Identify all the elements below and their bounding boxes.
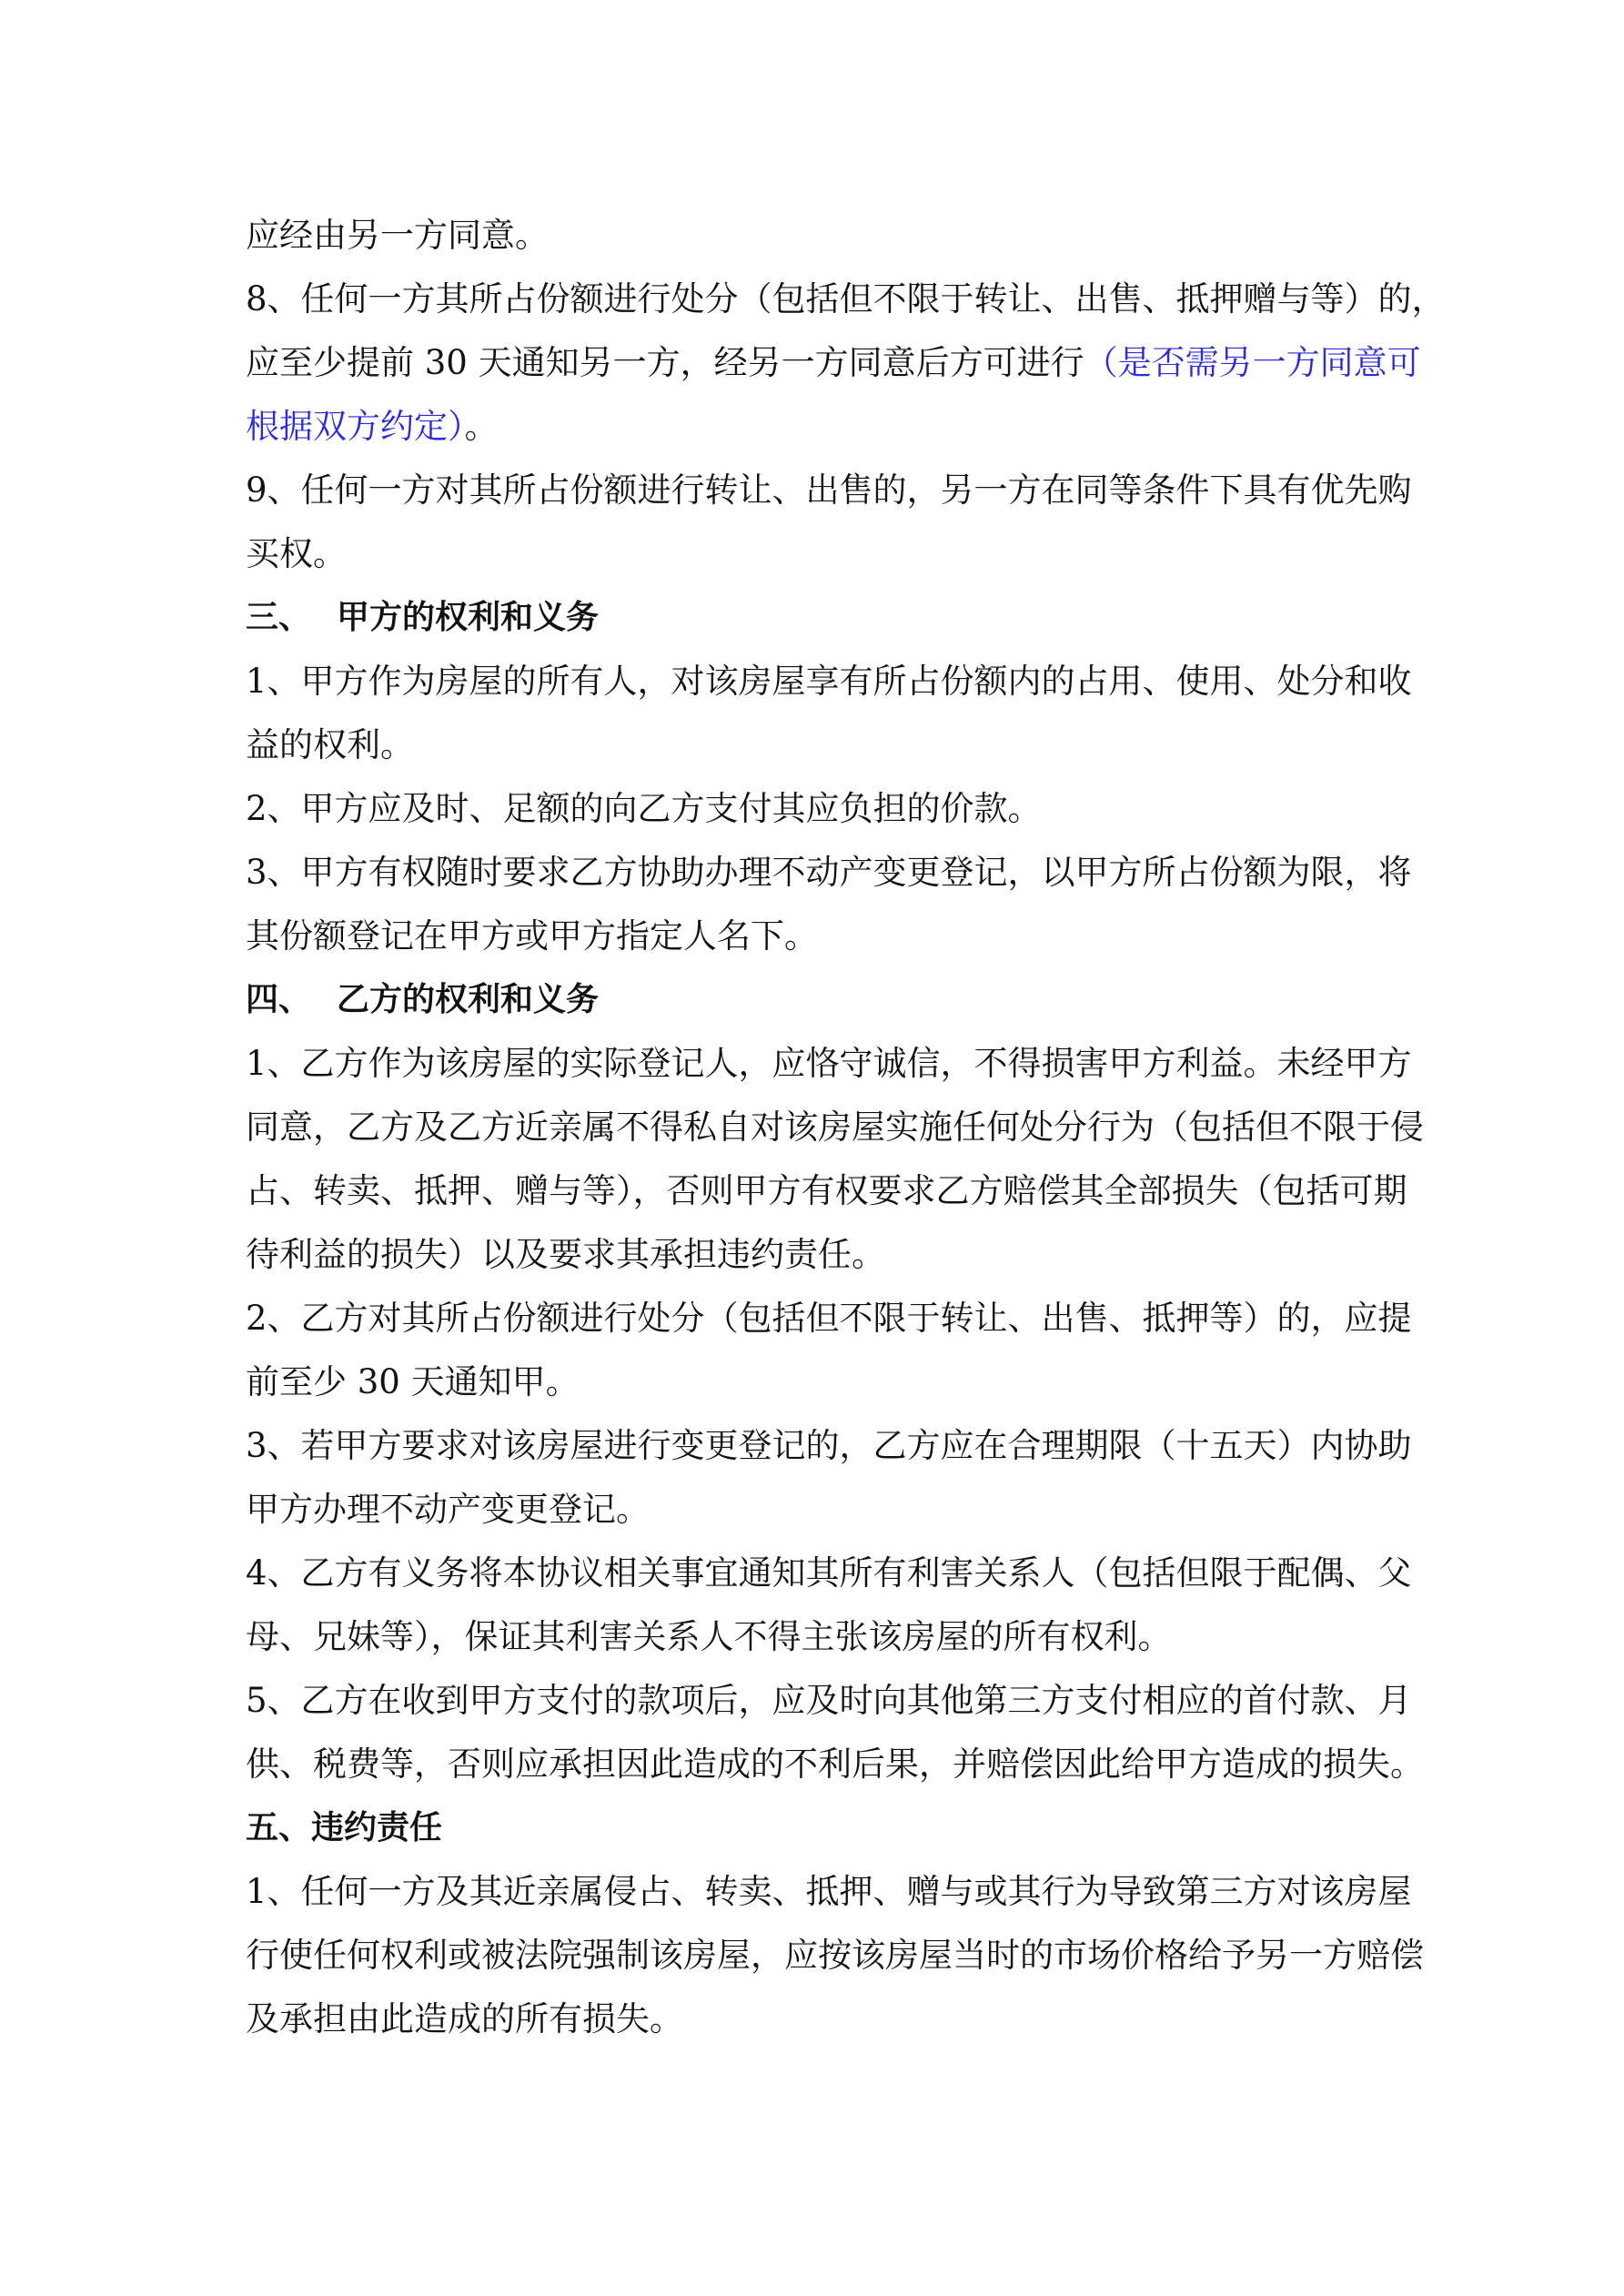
section-heading: 五、违约责任	[246, 1809, 443, 1846]
text-line: 4、乙方有义务将本协议相关事宜通知其所有利害关系人（包括但限于配偶、父	[246, 1553, 1412, 1593]
text-line: 及承担由此造成的所有损失。	[246, 1999, 683, 2038]
text-line: 同意，乙方及乙方近亲属不得私自对该房屋实施任何处分行为（包括但不限于侵	[246, 1108, 1424, 1147]
text-line: 待利益的损失）以及要求其承担违约责任。	[246, 1235, 885, 1274]
text-line	[246, 395, 1394, 459]
text-fragment: 应至少提前 30 天通知另一方，经另一方同意后方可进行	[246, 343, 1084, 382]
text-line: 1、乙方作为该房屋的实际登记人，应恪守诚信，不得损害甲方利益。未经甲方	[246, 1044, 1412, 1083]
section-heading	[246, 586, 1394, 650]
note-fragment: 根据双方约定）	[246, 407, 465, 446]
text-line: 益的权利。	[246, 725, 414, 764]
note-fragment: （是否需另一方同意可	[1084, 343, 1421, 382]
text-line: 1、任何一方及其近亲属侵占、转卖、抵押、赠与或其行为导致第三方对该房屋	[246, 1872, 1412, 1911]
text-line: 买权。	[246, 534, 347, 573]
text-line	[246, 331, 1421, 395]
section-number: 三、	[246, 599, 312, 636]
text-line: 2、甲方应及时、足额的向乙方支付其应负担的价款。	[246, 789, 1042, 828]
text-line: 前至少 30 天通知甲。	[246, 1362, 580, 1401]
text-line: 供、税费等，否则应承担因此造成的不利后果，并赔偿因此给甲方造成的损失。	[246, 1745, 1424, 1784]
text-line: 9、任何一方对其所占份额进行转让、出售的，另一方在同等条件下具有优先购	[246, 470, 1412, 510]
text-line: 占、转卖、抵押、赠与等），否则甲方有权要求乙方赔偿其全部损失（包括可期	[246, 1171, 1407, 1210]
document-page	[246, 204, 1446, 2051]
text-line: 1、甲方作为房屋的所有人，对该房屋享有所占份额内的占用、使用、处分和收	[246, 662, 1412, 701]
text-line: 其份额登记在甲方或甲方指定人名下。	[246, 916, 818, 956]
section-number: 四、	[246, 981, 312, 1018]
text-line: 8、任何一方其所占份额进行处分（包括但不限于转让、出售、抵押赠与等）的，	[246, 279, 1446, 319]
text-fragment: 。	[464, 407, 499, 446]
text-line: 3、甲方有权随时要求乙方协助办理不动产变更登记，以甲方所占份额为限，将	[246, 853, 1412, 892]
text-line: 5、乙方在收到甲方支付的款项后，应及时向其他第三方支付相应的首付款、月	[246, 1681, 1412, 1720]
text-line: 母、兄妹等），保证其利害关系人不得主张该房屋的所有权利。	[246, 1617, 1172, 1656]
text-line: 3、若甲方要求对该房屋进行变更登记的，乙方应在合理期限（十五天）内协助	[246, 1426, 1412, 1465]
text-line: 行使任何权利或被法院强制该房屋，应按该房屋当时的市场价格给予另一方赔偿	[246, 1936, 1424, 1975]
text-line: 2、乙方对其所占份额进行处分（包括但不限于转让、出售、抵押等）的，应提	[246, 1299, 1412, 1338]
section-title: 乙方的权利和义务	[337, 981, 600, 1018]
section-title: 甲方的权利和义务	[337, 599, 600, 636]
section-heading	[246, 968, 1394, 1032]
text-line: 甲方办理不动产变更登记。	[246, 1490, 650, 1529]
text-line: 应经由另一方同意。	[246, 216, 549, 255]
